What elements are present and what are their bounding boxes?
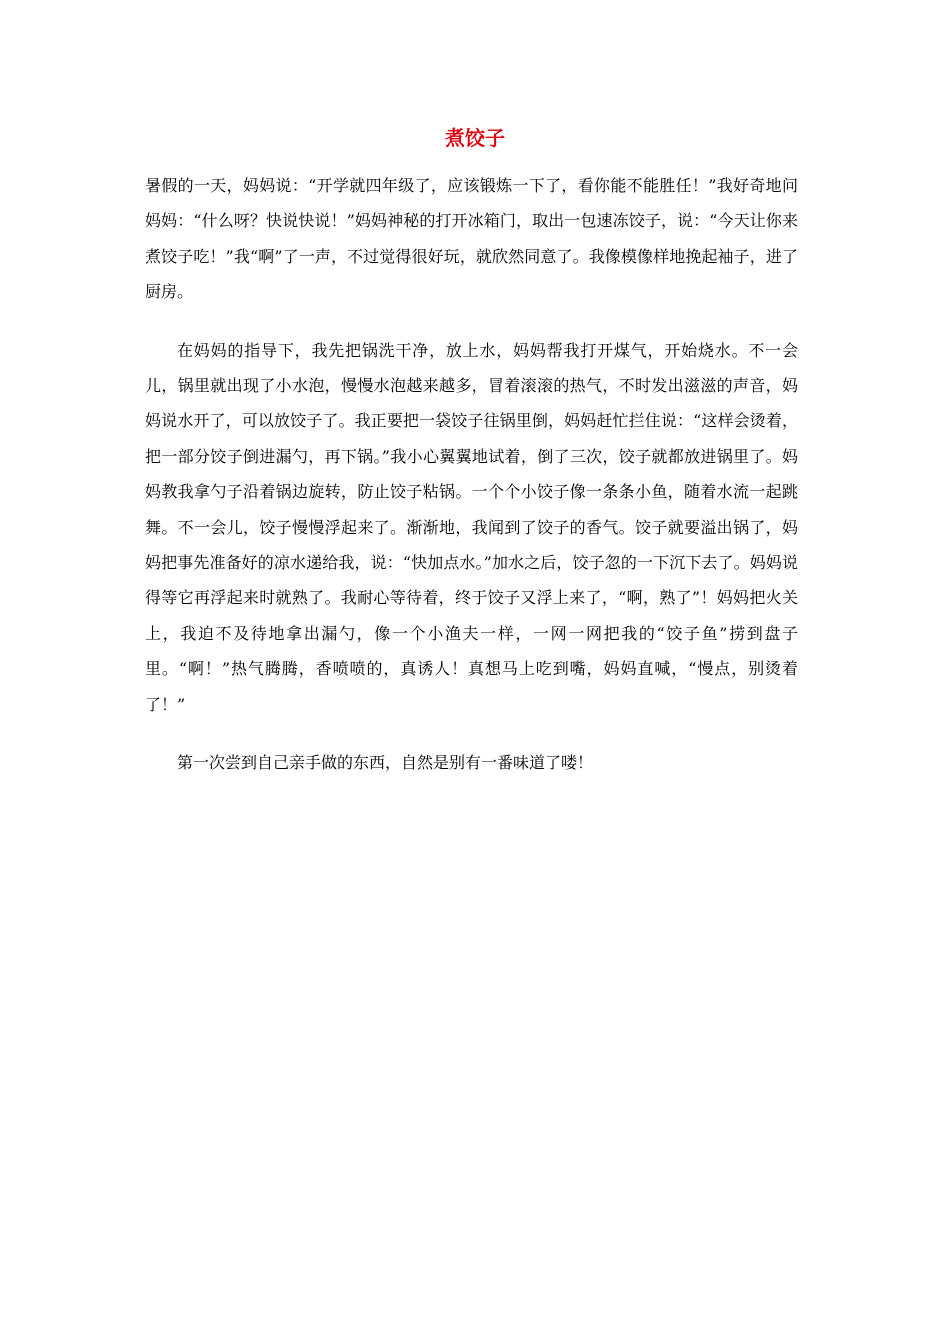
paragraph-2: 在妈妈的指导下，我先把锅洗干净，放上水，妈妈帮我打开煤气，开始烧水。不一会儿，锅里就出现了小水泡，慢慢水泡越来越多，冒着滚滚的热气，不时发出滋滋的声音，妈妈说水开了，可以放饺子了。我正要把一袋饺子往锅里倒，妈妈赶忙拦住说：“这样会烫着，把一部分饺子倒进漏勺，再下锅。”我小心翼翼地试着，倒了三次，饺子就都放进锅里了。妈妈教我拿勺子沿着锅边旋转，防止饺子粘锅。一个个小饺子像一条条小鱼，随着水流一起跳舞。不一会儿，饺子慢慢浮起来了。渐渐地，我闻到了饺子的香气。饺子就要溢出锅了，妈妈把事先准备好的凉水递给我，说：“快加点水。”加水之后，饺子忽的一下沉下去了。妈妈说得等它再浮起来时就熟了。我耐心等待着，终于饺子又浮上来了，“啊，熟了”！妈妈把火关上，我迫不及待地拿出漏勺，像一个小渔夫一样，一网一网把我的“饺子鱼”捞到盘子里。“啊！”热气腾腾，香喷喷的，真诱人！真想马上吃到嘴，妈妈直喊，“慢点，别烫着了！”: [145, 340, 798, 714]
document-title: 煮饺子: [445, 126, 505, 150]
paragraph-3: 第一次尝到自己亲手做的东西，自然是别有一番味道了喽！: [177, 753, 594, 773]
paragraph-1: 暑假的一天，妈妈说：“开学就四年级了，应该锻炼一下了，看你能不能胜任！”我好奇地问妈妈：“什么呀？快说快说！”妈妈神秘的打开冰箱门，取出一包速冻饺子，说：“今天让你来煮饺子吃！”我“啊”了一声，不过觉得很好玩，就欣然同意了。我像模像样地挽起袖子，进了厨房。: [145, 176, 798, 302]
document-body: [145, 168, 798, 804]
